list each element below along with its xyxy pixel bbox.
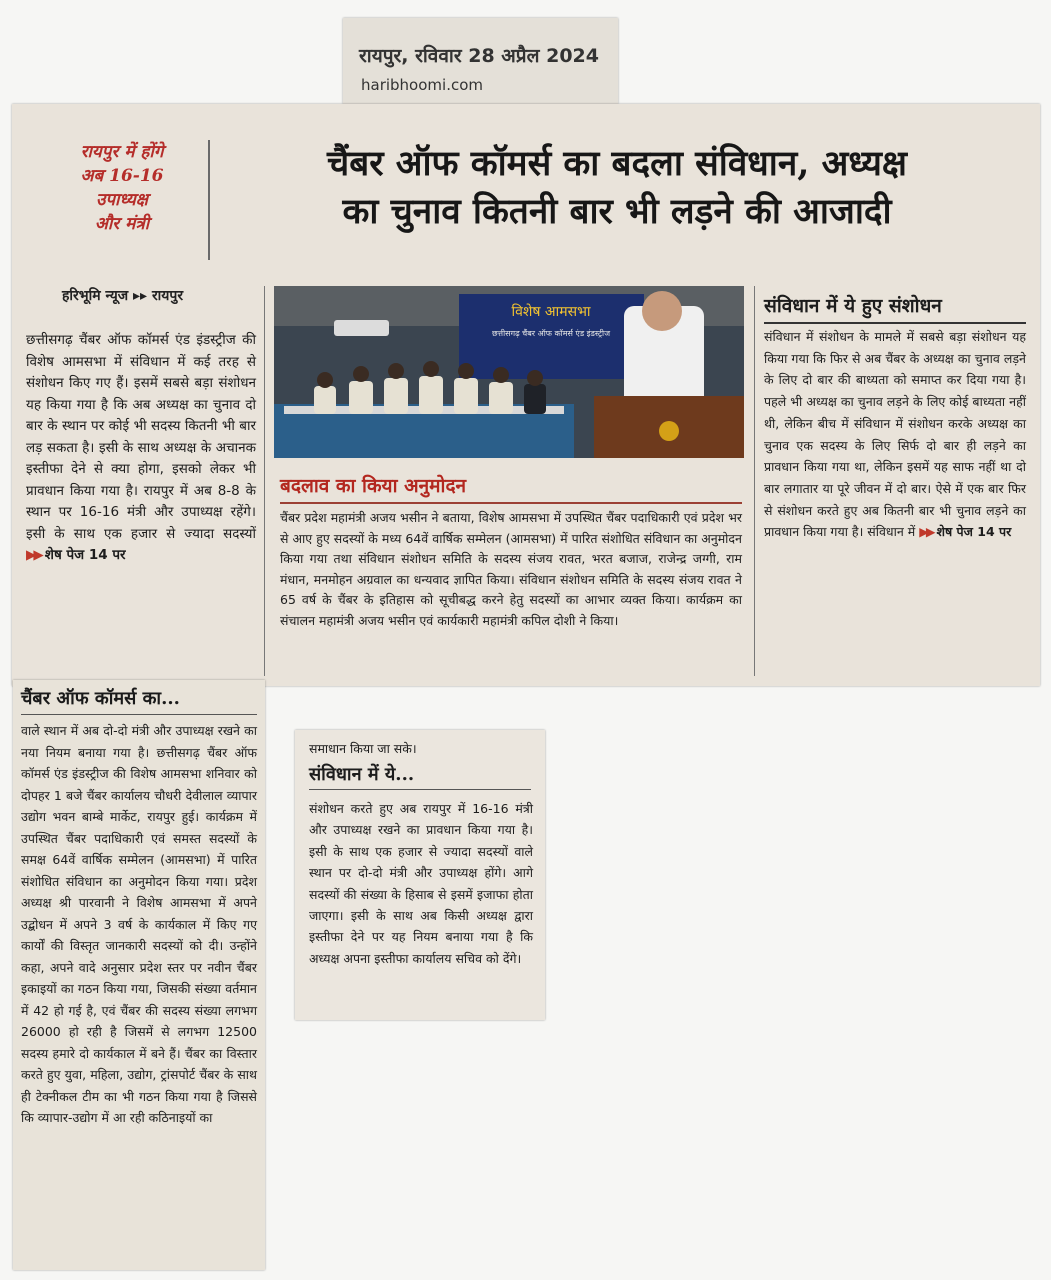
- continuation-lead: समाधान किया जा सके।: [309, 741, 417, 756]
- kicker-line: उपाध्यक्ष: [96, 190, 148, 210]
- headline: [217, 140, 1017, 236]
- kicker-divider: [208, 140, 210, 260]
- continuation-text: संशोधन करते हुए अब रायपुर में 16-16 मंत्री और उपाध्यक्ष रखने का प्रावधान किया गया है। इसी के साथ एक हजार से ज्यादा सदस्यों वाले स्थान पर दो-दो मंत्री और उपाध्यक्ष होंगे। आगे सदस्यों की संख्या के हिसाब से इसमें इजाफा होता जाएगा। इसी के साथ अब किसी अध्यक्ष द्वारा इस्तीफा देने पर यह नियम बनाया गया है कि अध्यक्ष अपना इस्तीफा कार्यालय सचिव को देंगे।: [309, 801, 533, 966]
- continuation-clipping-2: [295, 730, 545, 1020]
- double-arrow-icon: ▶▶: [919, 524, 933, 540]
- dateline-clipping: [343, 18, 618, 104]
- left-column: [26, 330, 256, 567]
- publication-date: रायपुर, रविवार 28 अप्रैल 2024: [359, 45, 599, 67]
- mid-column-text: चैंबर प्रदेश महामंत्री अजय भसीन ने बताया, विशेष आमसभा में उपस्थित चैंबर पदाधिकारी एवं प्रदेश भर से आए हुए सदस्यों के मध्य 64वें वार्षिक सम्मेलन (आमसभा) में पारित संशोधित संविधान का अनुमोदन किया गया तथा संविधान संशोधन समिति के सदस्य संजय रावत, भरत बजाज, राजेन्द्र जग्गी, राम मंधान, मनमोहन अग्रवाल का धन्यवाद ज्ञापित किया। संविधान संशोधन समिति के सदस्य संजय रावत ने 65 वर्ष के चैंबर के इतिहास को सूचीबद्ध करने हेतु सदस्यों का आभार व्यक्त किया। कार्यक्रम का संचालन महामंत्री अजय भसीन एवं कार्यकारी महामंत्री कपिल दोशी ने किया।: [280, 510, 742, 628]
- kicker-line: रायपुर में होंगे: [80, 142, 164, 162]
- sidebar-column: [764, 326, 1026, 543]
- headline-line: का चुनाव कितनी बार भी लड़ने की आजादी: [342, 191, 892, 232]
- continuation-text: वाले स्थान में अब दो-दो मंत्री और उपाध्यक्ष रखने का नया नियम बनाया गया है। छत्तीसगढ़ चैंबर ऑफ कॉमर्स एंड इंडस्ट्रीज की विशेष आमसभा शनिवार को दोपहर 1 बजे चैंबर कार्यालय चौधरी देवीलाल व्यापार उद्योग भवन बाम्बे मार्केट, रायपुर हुई। कार्यक्रम में उपस्थित चैंबर पदाधिकारी एवं समस्त सदस्यों के समक्ष 64वें वार्षिक सम्मेलन (आमसभा) में पारित संशोधित संविधान का अनुमोदन किया गया। प्रदेश अध्यक्ष श्री पारवानी ने विशेष आमसभा में अपने उद्बोधन में अपने 3 वर्ष के कार्यकाल में किए गए कार्यों की विस्तृत जानकारी सदस्यों को दी। उन्होंने कहा, अपने वादे अनुसार प्रदेश स्तर पर नवीन चैंबर इकाइयों का गठन किया गया, जिसकी संख्या वर्तमान में 42 हो गई है, एवं चैंबर की सदस्य संख्या लगभग 26000 हो रही है जिसमें से लगभग 12500 सदस्य हमारे दो कार्यकाल में बने हैं। चैंबर का विस्तार करते हुए युवा, महिला, उद्योग, ट्रांसपोर्ट चैंबर के साथ ही टेक्नीकल टीम का भी गठन किया गया है जिससे कि व्यापार-उद्योग में आ रही कठिनाइयों का: [21, 723, 257, 1125]
- kicker-line: और मंत्री: [94, 214, 150, 234]
- event-photo-illustration: [274, 286, 744, 458]
- continuation-heading: संविधान में ये...: [309, 762, 531, 790]
- event-photo: [274, 286, 744, 458]
- kicker-line: अब 16-16: [80, 166, 164, 186]
- mid-subheading: बदलाव का किया अनुमोदन: [280, 472, 742, 504]
- continued-note: ▶▶ शेष पेज 14 पर: [919, 524, 1012, 540]
- left-column-text: छत्तीसगढ़ चैंबर ऑफ कॉमर्स एंड इंडस्ट्रीज की विशेष आमसभा में संविधान में कई तरह से संशोधन किए गए हैं। इसमें सबसे बड़ा संशोधन यह किया गया है कि अब अध्यक्ष का चुनाव दो बार के स्थान पर कोई भी सदस्य कितनी भी बार लड़ सकता है। इसी के साथ अध्यक्ष के अचानक इस्तीफा देने से क्या होगा, इसको लेकर भी प्रावधान किया गया है। रायपुर में अब 8-8 के स्थान पर 16-16 मंत्री और उपाध्यक्ष रहेंगे। इसी के साथ एक हजार से ज्यादा सदस्यों: [26, 332, 256, 542]
- main-article-clipping: [12, 104, 1040, 686]
- photo-banner-title: विशेष आमसभा: [511, 304, 591, 320]
- column-divider: [754, 286, 755, 676]
- photo-banner-subtitle: छत्तीसगढ़ चैंबर ऑफ कॉमर्स एंड इंडस्ट्रीज: [491, 329, 611, 338]
- byline: हरिभूमि न्यूज ▸▸ रायपुर: [62, 288, 184, 304]
- sidebar-text: संविधान में संशोधन के मामले में सबसे बड़ा संशोधन यह किया गया कि फिर से अब चैंबर के अध्यक्ष का चुनाव लड़ने के लिए दो बार की बाध्यता को समाप्त कर दिया गया है। पहले भी अध्यक्ष का चुनाव लड़ने के लिए कोई बाध्यता नहीं थी, लेकिन बीच में संविधान में संशोधन करके अध्यक्ष का चुनाव एक सदस्य के लिए सिर्फ दो बार ही लड़ने का प्रावधान किया गया था, लेकिन इसमें यह साफ नहीं था दो बार लगातार या पूरे जीवन में दो बार। ऐसे में एक बार फिर से संशोधन करते हुए अब कितनी बार भी चुनाव लड़ने का प्रावधान किया गया है। संविधान में: [764, 329, 1026, 540]
- continuation-heading: चैंबर ऑफ कॉमर्स का...: [21, 686, 257, 715]
- kicker: [42, 140, 202, 260]
- sidebar-heading: संविधान में ये हुए संशोधन: [764, 292, 1026, 324]
- headline-line: चैंबर ऑफ कॉमर्स का बदला संविधान, अध्यक्ष: [327, 143, 907, 184]
- double-arrow-icon: ▶▶: [26, 547, 41, 563]
- continued-note: ▶▶ शेष पेज 14 पर: [26, 547, 126, 563]
- publication-site: haribhoomi.com: [361, 76, 483, 94]
- continuation-clipping-1: [13, 680, 265, 1270]
- column-divider: [264, 286, 265, 676]
